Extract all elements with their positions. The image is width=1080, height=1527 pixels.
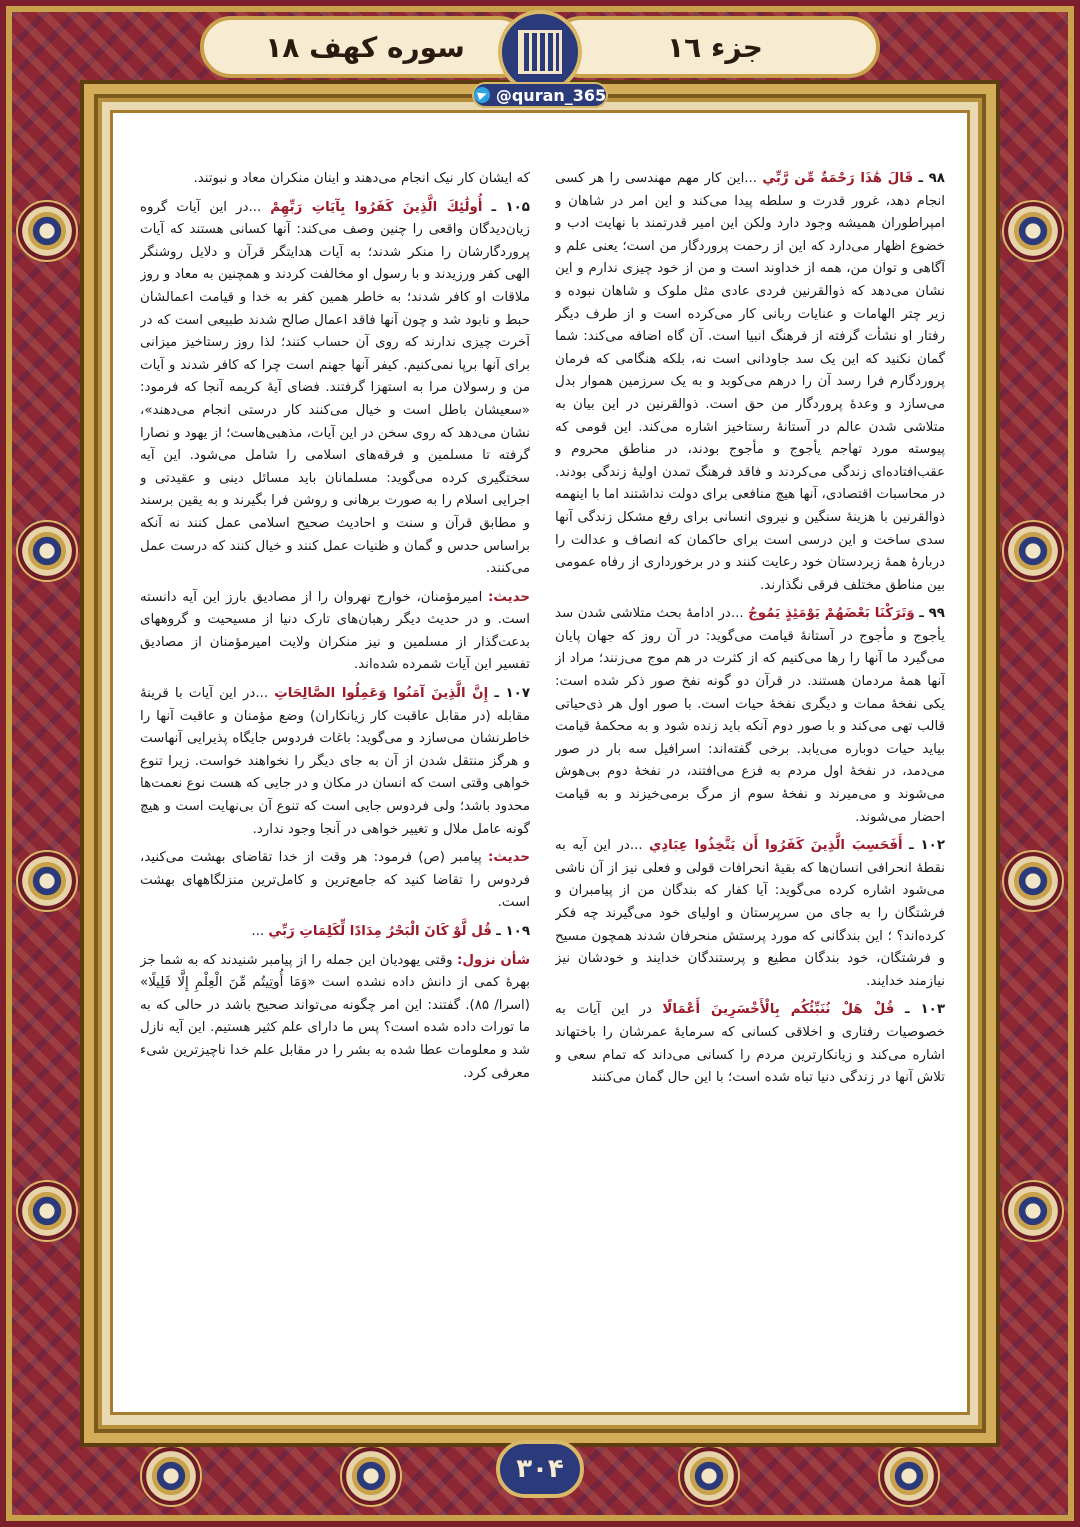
commentary-paragraph (555, 168, 945, 597)
rosette-ornament (1002, 200, 1064, 262)
section-label: شأن نزول: (456, 952, 530, 968)
telegram-icon (474, 87, 490, 103)
verse-number: ۹۸ ـ (918, 171, 945, 186)
telegram-handle[interactable] (472, 82, 608, 108)
section-label: حدیث: (488, 589, 530, 605)
commentary-text: ...در این آیه به نقطهٔ انحرافی انسان‌ها که بقیهٔ انحرافات قولی و فعلی نیز از آن ناشی می‌شود اشاره کرده می‌گوید: آیا کفار که بندگان من از پیامبران و فرشتگان را به جای من سرپرستان و اولیای خود می‌گیرند چه فکر کرده‌اند؟ ؛ این بندگانی که مورد پرستش منحرفان شدند همچون مسیح و فرشتگان، خود بندگان مطیع و پرستندگان خدایند و خودشان نیز نیازمند خدایند. (555, 838, 945, 989)
ayah-quote: قُلْ هَلْ نُنَبِّئُكُم بِالْأَخْسَرِينَ أَعْمَالًا (662, 1002, 895, 1018)
ayah-quote: أَفَحَسِبَ الَّذِينَ كَفَرُوا أَن يَتَّخِذُوا عِبَادِي (649, 838, 903, 854)
verse-number: ۱۰۳ ـ (904, 1002, 945, 1018)
commentary-paragraph (555, 835, 945, 993)
verse-number: ۱۰۵ ـ (491, 199, 530, 215)
commentary-paragraph (140, 168, 530, 191)
verse-number: ۹۹ ـ (919, 606, 945, 622)
commentary-text: در این آیات به خصوصیات رفتاری و اخلاقی کسانی که سرمایهٔ عمرشان را باختهاند اشاره می‌کند و زیانکارترین مردم را کسانی می‌داند که تمام سعی و تلاش آنها در زندگی دنیا تباه شده است؛ با این حال گمان می‌کنند (555, 1002, 945, 1086)
left-text-column (140, 168, 530, 1388)
ayah-quote: وَتَرَكْنَا بَعْضَهُمْ يَوْمَئِذٍ يَمُوجُ (748, 606, 915, 622)
rosette-ornament (340, 1445, 402, 1507)
commentary-paragraph (140, 683, 530, 841)
surah-title: سوره کهف ۱۸ (200, 16, 530, 78)
commentary-text: وقتی یهودیان این جمله را از پیامبر شنیدند که به شما جز بهرهٔ کمی از دانش داده نشده است «وَمَا أُوتِيتُم مِّنَ الْعِلْمِ إِلَّا قَلِيلًا» (اسرا/ ۸۵). گفتند: این امر چگونه می‌تواند صحیح باشد در حالی که به ما تورات داده شده است؟ پس ما دارای علم کثیر هستیم. این آیه نازل شد و معلومات عطا شده به بشر را در مقابل علم خدا ناچیزترین شیء معرفی کرد. (140, 952, 530, 1081)
ayah-quote: أُولَٰئِكَ الَّذِينَ كَفَرُوا بِآيَاتِ رَبِّهِمْ (270, 199, 483, 215)
rosette-ornament (678, 1445, 740, 1507)
commentary-text: امیرمؤمنان، خوارج نهروان را از مصادیق بارز این آیه دانسته است. و در حدیث دیگر رهبان‌های تارک دنیا از مسیحیت و گروههای بدعت‌گذار از مسلمین و نیز منکران ولایت امیرمؤمنان از مصادیق تفسیر این آیات شمرده شده‌اند. (140, 589, 530, 673)
commentary-paragraph (140, 950, 530, 1086)
commentary-text: ...این کار مهم مهندسی را هر کسی انجام دهد، غرور قدرت و سلطه پیدا می‌کند و این امر در شاهان و امپراطوران همیشه وجود دارد ولکن این امیر قدرتمند با نهایت ادب و خضوع اظهار می‌دارد که این از رحمت پروردگار من است؛ یعنی علم و آگاهی و توان من، همه از خداوند است و من از خود چیزی ندارم و این نشان می‌دهد که ذوالقرنین فردی عادی مثل ملوک و شاهان نبوده و زیر چتر الهامات و عنایات ربانی کار می‌کرده است و از طرف دیگر رفتار او نشأت گرفته از فرهنگ انبیا است. آن گاه اضافه می‌کند: شما گمان نکنید که این یک سد جاودانی است نه، بلکه هنگامی که فرمان پروردگارم فرا رسد آن را درهم می‌کوبد و به یک سرزمین هموار بدل می‌سازد و وعدهٔ پروردگار من حق است. ذوالقرنین در این بیان به متلاشی شدن عالم در آستانهٔ رستاخیز اشاره می‌کند. این قومی که پیوسته مورد تهاجم یأجوج و مأجوج بودند، در مناطق محروم و عقب‌افتاده‌ای زندگی می‌کردند و فاقد فرهنگ تمدن اولیهٔ زندگی بودند. در محاسبات اقتصادی، آنها هیچ منافعی برای دولت نداشتند اما با اینهمه ذوالقرنین با هزینهٔ سنگین و نیروی انسانی برای رفع مشکل زندگی آنها سدی ساخت و این درسی است برای حاکمان که انصاف و عدالت را دربارهٔ همهٔ زیردستان خود رعایت کنند و در برخورداری از رفاه عمومی بین مناطق مختلف فرقی نگذارند. (555, 171, 945, 593)
commentary-text: پیامبر (ص) فرمود: هر وقت از خدا تقاضای بهشت می‌کنید، فردوس را تقاضا کنید که جامع‌ترین و کامل‌ترین منزلگاههای بهشت است. (140, 850, 530, 911)
commentary-paragraph (555, 603, 945, 829)
verse-number: ۱۰۹ ـ (496, 924, 530, 939)
commentary-text: ...در این آیات با قرینهٔ مقابله (در مقابل عاقبت کار زیانکاران) وضع مؤمنان و عاقبت آنها را خاطرنشان می‌سازد و می‌گوید: باغات فردوس جایگاه پذیرایی آنهاست و هرگز منتقل شدن از آن به جای دیگر را نخواهند خواست. زیرا تنوع خواهی وقتی است که انسان در مکان و در جایی که هست نوع نعمت‌ها محدود باشد؛ ولی فردوس جایی است که تنوع آن بی‌نهایت است و هیچ گونه عامل ملال و تغییر خواهی در آنجا وجود ندارد. (140, 686, 530, 837)
ayah-quote: قُل لَّوْ كَانَ الْبَحْرُ مِدَادًا لِّكَلِمَاتِ رَبِّي (268, 924, 492, 939)
ayah-quote: إِنَّ الَّذِينَ آمَنُوا وَعَمِلُوا الصَّالِحَاتِ (274, 686, 489, 702)
commentary-text: که ایشان کار نیک انجام می‌دهند و اینان منکران معاد و نبوتند. (193, 171, 530, 186)
rosette-ornament (1002, 850, 1064, 912)
commentary-text: ...در ادامهٔ بحث متلاشی شدن سد یأجوج و مأجوج در آستانهٔ قیامت می‌گوید: در آن روز که جهان پایان می‌گیرد ما آنها را رها می‌کنیم که از کثرت در هم موج می‌زنند؛ مراد از آنها همهٔ مردمان هستند. در قرآن دو گونه نفخ صور ذکر شده است: یکی نفخهٔ ممات و دیگری نفخهٔ حیات است. با صور اول هر ذی‌حیاتی قالب تهی می‌کند و با صور دوم آنکه باید زنده شود و به محکمهٔ قیامت بیاید حیات دوباره می‌یابد. برخی گفته‌اند: اسرافیل سه بار در صور می‌دمد، در نفخهٔ اول مردم به فزع می‌افتند، در نفخهٔ دوم بی‌هوش می‌شوند و می‌میرند و نفخهٔ سوم از مرگ برمی‌خیزند و به قیامت احضار می‌شوند. (555, 606, 945, 825)
rosette-ornament (16, 520, 78, 582)
commentary-paragraph (555, 999, 945, 1089)
handle-text: @quran_365 (495, 85, 607, 105)
juz-title: جزء ۱٦ (550, 16, 880, 78)
rosette-ornament (1002, 520, 1064, 582)
commentary-paragraph (140, 197, 530, 581)
rosette-ornament (140, 1445, 202, 1507)
commentary-text: ... (251, 924, 269, 939)
verse-number: ۱۰۷ ـ (494, 686, 530, 702)
rosette-ornament (16, 200, 78, 262)
commentary-paragraph (140, 587, 530, 677)
page-number: ۳۰۴ (496, 1440, 584, 1498)
rosette-ornament (1002, 1180, 1064, 1242)
verse-number: ۱۰۲ ـ (909, 838, 945, 854)
rosette-ornament (878, 1445, 940, 1507)
commentary-paragraph (140, 847, 530, 915)
section-label: حدیث: (488, 850, 530, 866)
commentary-text: ...در این آیات گروه زیان‌دیدگان واقعی را چنین وصف می‌کند: آنها کسانی هستند که آیات پروردگارشان را منکر شدند؛ به آیات هدایتگر قرآن و دلایل روشنگر الهی کفر ورزیدند و با رسول او مخالفت کردند و همچنین به معاد و روز ملاقات او کافر شدند؛ به خاطر همین کفر به خدا و قیامت اعمالشان حبط و نابود شد و چون آنها فاقد اعمال صالح شدند طبیعی است که در آخرت چیزی ندارند که روی آن حساب کنند؛ لذا روز رستاخیز میزانی برای آنها برپا نمی‌کنیم. کیفر آنها جهنم است چرا که کافر شدند و آیات من و رسولان مرا به استهزا گرفتند. فضای آیهٔ کریمه آنجا که فرمود: «سعیشان باطل است و خیال می‌کنند کار درستی انجام می‌دهند»، نشان می‌دهد که روی سخن در این آیات، مذهبی‌هاست؛ از یهود و نصارا گرفته تا مسلمین و فرقه‌های اسلامی را شامل می‌شود. این آیه سختگیری کرده می‌گوید: مسلمانان باید مسائل دینی و عقیدتی و اجرایی اسلام را به صورت برهانی و روشن فرا بگیرند و به یقین برسند و مطابق قرآن و سنت و احادیث صحیح اسلامی عمل کنند نه آنکه براساس حدس و گمان و ظنیات عمل کنند و خیال کنند که درست عمل می‌کنند. (140, 199, 530, 577)
commentary-paragraph (140, 921, 530, 944)
right-text-column (555, 168, 945, 1388)
rosette-ornament (16, 850, 78, 912)
rosette-ornament (16, 1180, 78, 1242)
ayah-quote: قَالَ هَٰذَا رَحْمَةٌ مِّن رَّبِّي (762, 171, 914, 186)
